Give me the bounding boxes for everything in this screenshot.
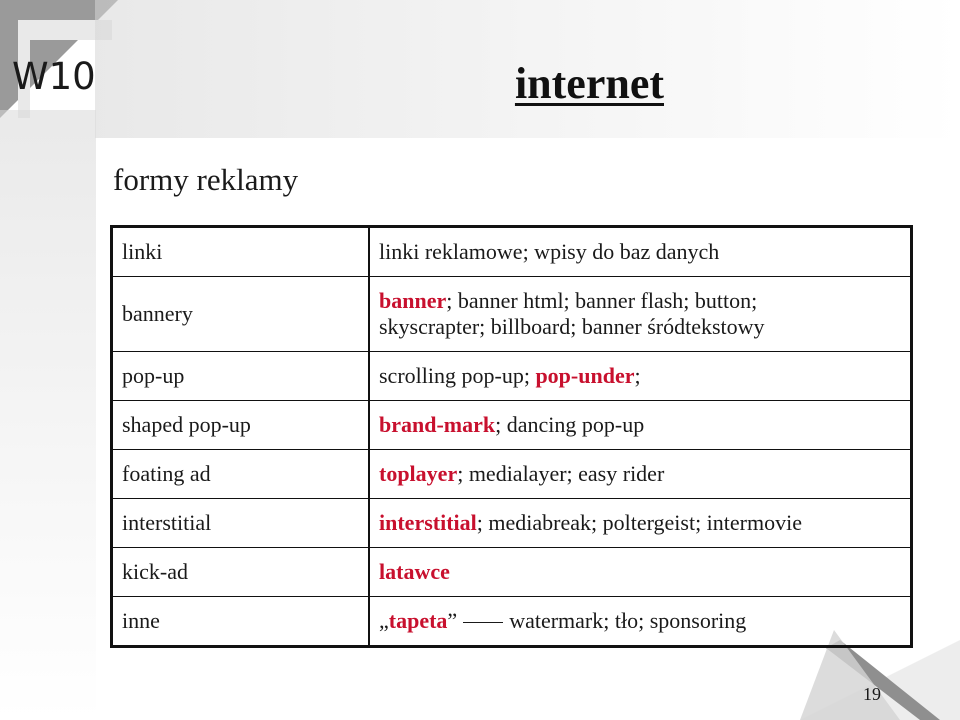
ad-description-cell — [369, 401, 912, 450]
description-text: scrolling pop-up; — [379, 363, 536, 388]
description-text: ; — [634, 363, 641, 388]
highlighted-term: latawce — [379, 559, 450, 584]
ad-description-cell — [369, 499, 912, 548]
page-number: 19 — [863, 684, 881, 704]
ad-description-cell — [369, 352, 912, 401]
ad-term-cell: kick-ad — [112, 548, 370, 597]
slide-title: internet — [514, 59, 664, 108]
highlighted-term: banner — [379, 288, 447, 313]
description-text: ” — [447, 608, 458, 633]
left-bar-gradient — [0, 110, 96, 720]
table-row — [112, 548, 912, 597]
ad-term-cell: shaped pop-up — [112, 401, 370, 450]
description-text: ; banner html; banner flash; button; — [446, 288, 758, 313]
ad-description-cell — [369, 548, 912, 597]
ad-term-cell: linki — [112, 227, 370, 277]
table-row — [112, 450, 912, 499]
ad-term-cell: inne — [112, 597, 370, 647]
description-text: linki reklamowe; wpisy do baz danych — [379, 239, 720, 264]
table-row — [112, 277, 912, 352]
ad-term-cell: foating ad — [112, 450, 370, 499]
highlighted-term: interstitial — [379, 510, 477, 535]
description-text: skyscrapter; billboard; banner śródtekstowy — [379, 314, 765, 339]
ad-forms-table — [110, 225, 913, 648]
highlighted-term: pop-under — [535, 363, 635, 388]
description-text: „ — [379, 608, 389, 633]
description-text: ; mediabreak; poltergeist; intermovie — [476, 510, 802, 535]
ad-description-cell — [369, 277, 912, 352]
highlighted-term: toplayer — [379, 461, 458, 486]
highlighted-term: brand-mark — [379, 412, 496, 437]
ad-term-cell: bannery — [112, 277, 370, 352]
table-row — [112, 499, 912, 548]
ad-description-cell — [369, 597, 912, 647]
description-text: ; dancing pop-up — [495, 412, 645, 437]
description-text: watermark; tło; sponsoring — [509, 608, 747, 633]
ad-description-cell — [369, 450, 912, 499]
description-text: ; medialayer; easy rider — [457, 461, 665, 486]
ad-term-cell: interstitial — [112, 499, 370, 548]
ad-term-cell: pop-up — [112, 352, 370, 401]
slide-code: W10 — [12, 55, 96, 98]
table-row — [112, 352, 912, 401]
table-row — [112, 227, 912, 277]
ad-description-cell — [369, 227, 912, 277]
highlighted-term: tapeta — [388, 608, 448, 633]
table-row — [112, 597, 912, 647]
table-row — [112, 401, 912, 450]
slide-subtitle: formy reklamy — [113, 162, 299, 197]
dash-separator — [463, 622, 503, 623]
